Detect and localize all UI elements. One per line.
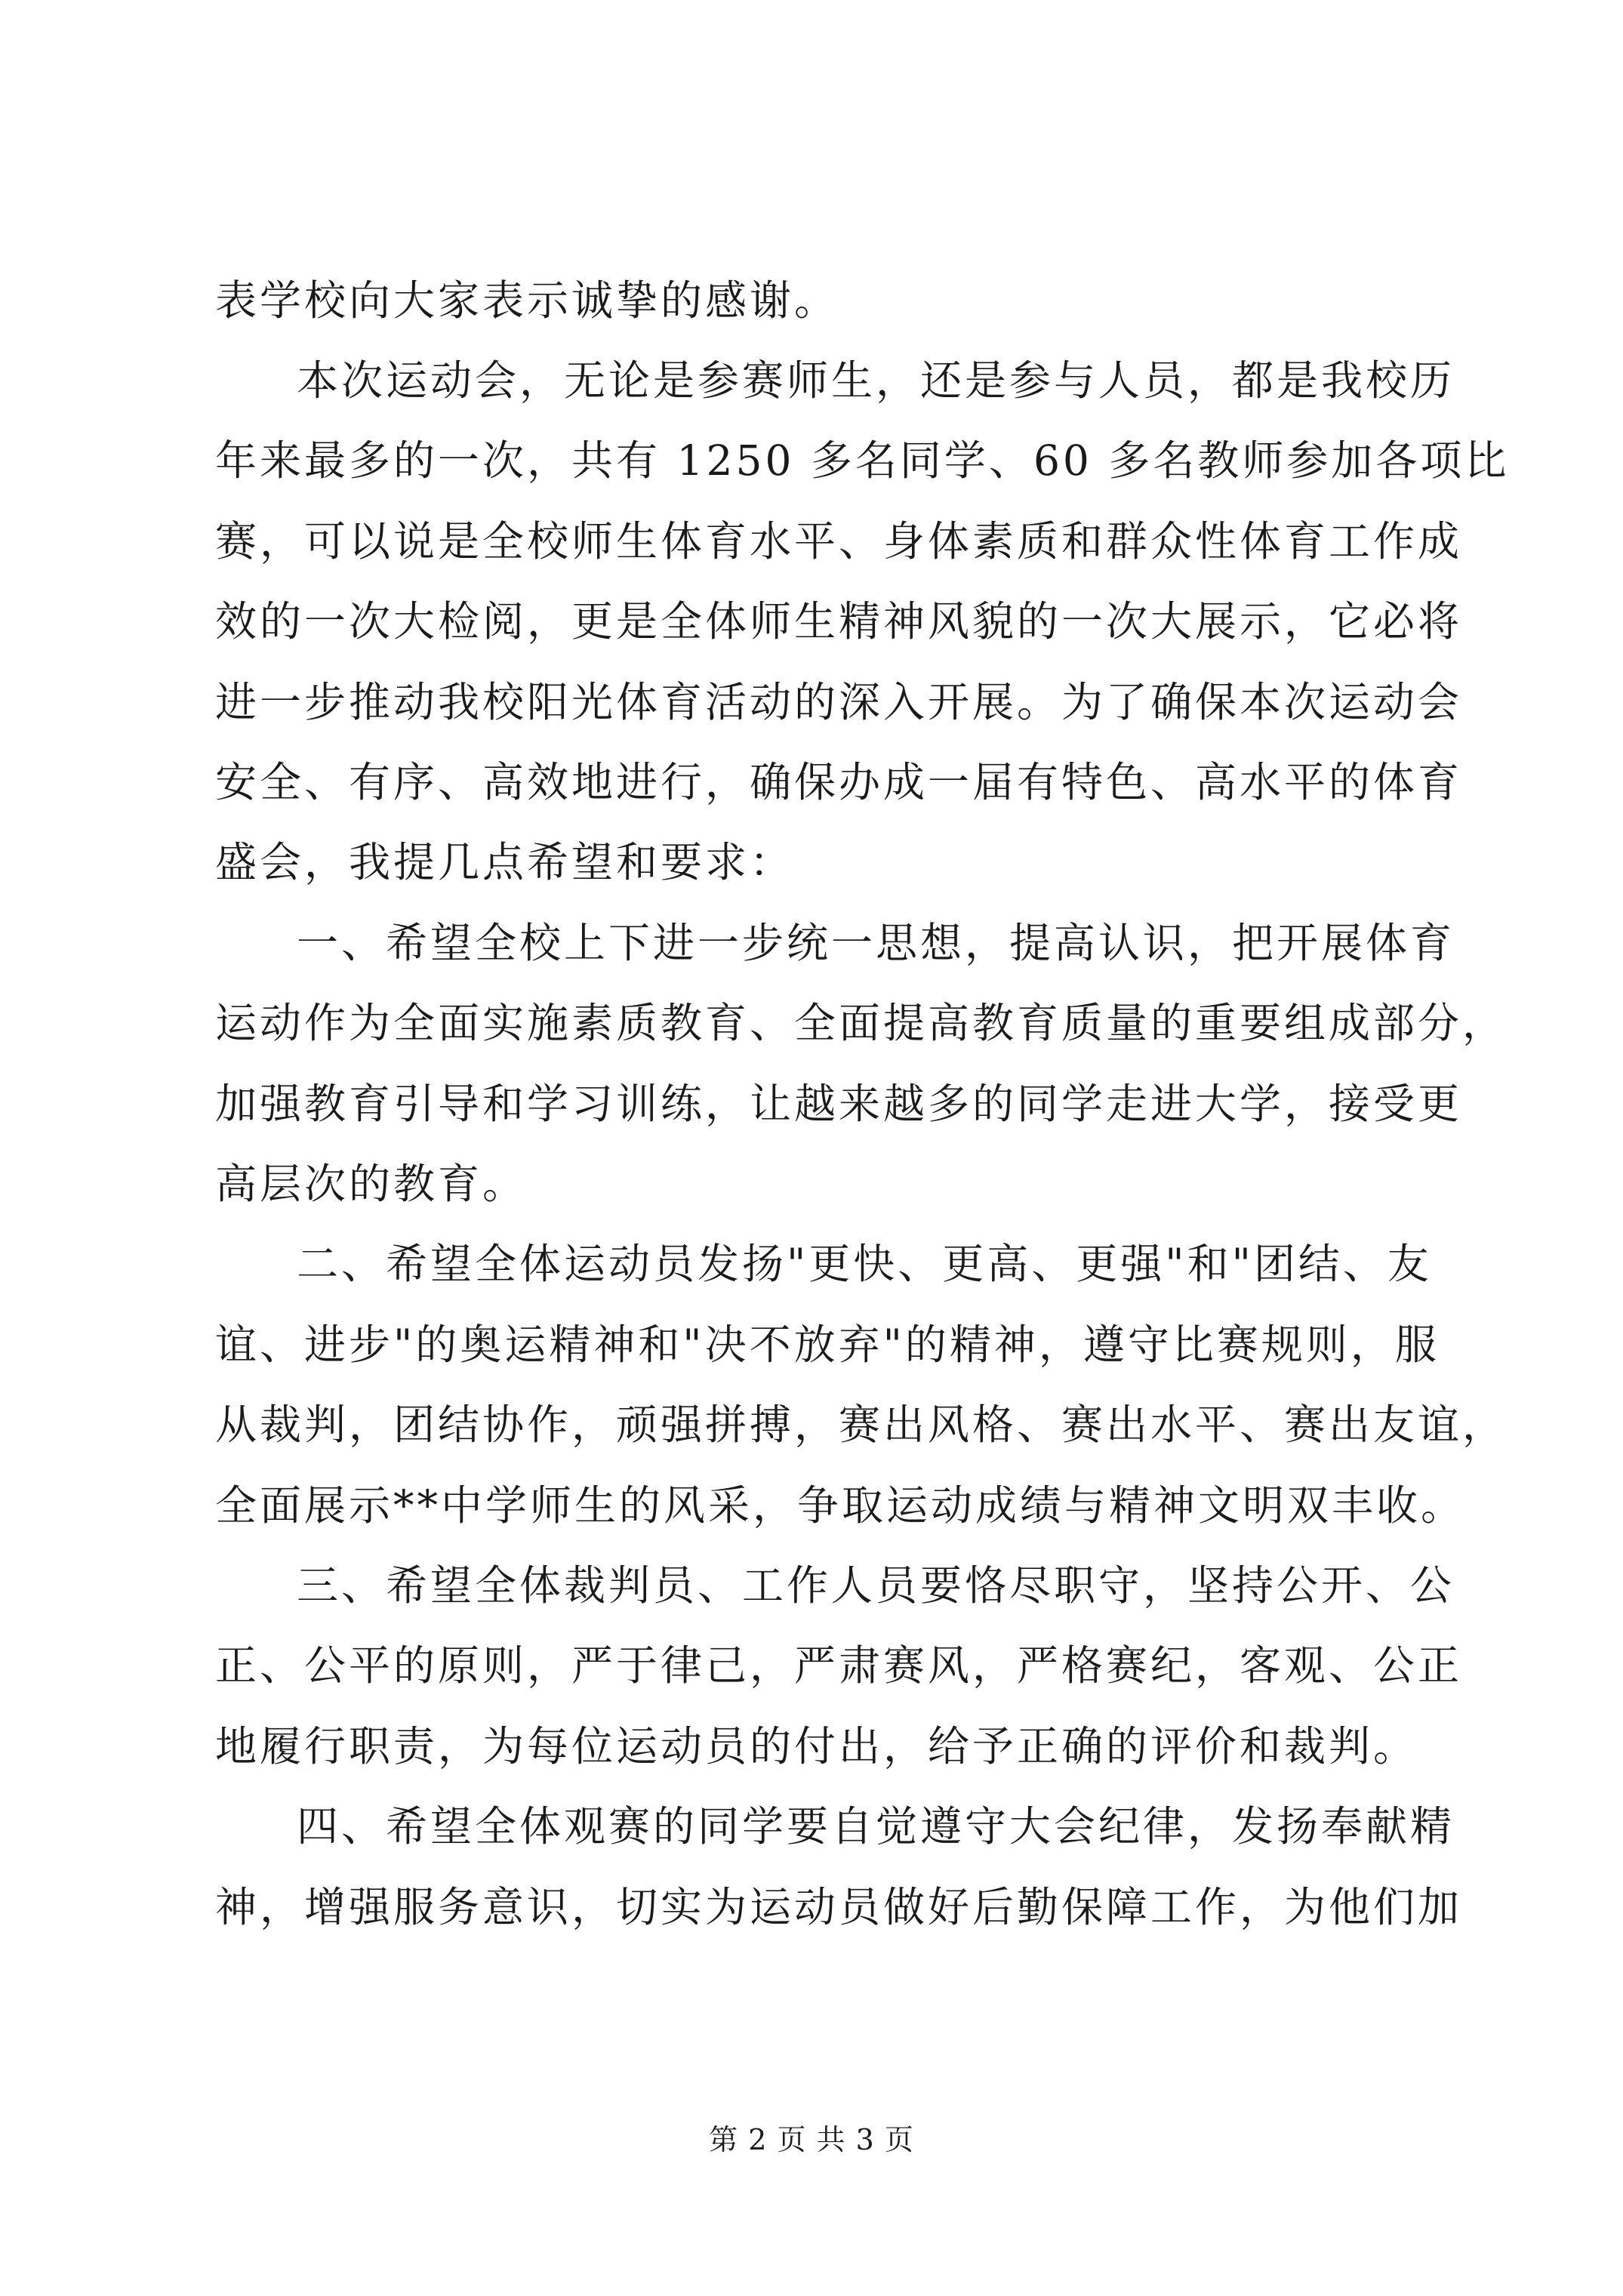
text-line: 地履行职责，为每位运动员的付出，给予正确的评价和裁判。 bbox=[215, 1722, 1418, 1771]
paragraph-start-line: 四、希望全体观赛的同学要自觉遵守大会纪律，发扬奉献精 bbox=[297, 1802, 1455, 1851]
text-line: 正、公平的原则，严于律己，严肃赛风，严格赛纪，客观、公正 bbox=[215, 1641, 1463, 1690]
text-line: 谊、进步"的奥运精神和"决不放弃"的精神，遵守比赛规则，服 bbox=[215, 1321, 1440, 1369]
text-line: 年来最多的一次，共有 1250 多名同学、60 多名教师参加各项比 bbox=[215, 436, 1510, 485]
paragraph-start-line: 二、希望全体运动员发扬"更快、更高、更强"和"团结、友 bbox=[297, 1240, 1432, 1288]
text-line: 从裁判，团结协作，顽强拼搏，赛出风格、赛出水平、赛出友谊， bbox=[215, 1401, 1508, 1449]
text-line: 表学校向大家表示诚挚的感谢。 bbox=[215, 276, 839, 325]
paragraph-start-line: 本次运动会，无论是参赛师生，还是参与人员，都是我校历 bbox=[297, 356, 1455, 405]
paragraph-start-line: 三、希望全体裁判员、工作人员要恪尽职守，坚持公开、公 bbox=[297, 1561, 1455, 1610]
page-number-footer: 第 2 页 共 3 页 bbox=[709, 2123, 914, 2156]
text-line: 效的一次大检阅，更是全体师生精神风貌的一次大展示，它必将 bbox=[215, 597, 1463, 646]
text-line: 安全、有序、高效地进行，确保办成一届有特色、高水平的体育 bbox=[215, 758, 1463, 806]
paragraph-start-line: 一、希望全校上下进一步统一思想，提高认识，把开展体育 bbox=[297, 919, 1455, 967]
text-line: 全面展示**中学师生的风采，争取运动成绩与精神文明双丰收。 bbox=[215, 1481, 1466, 1530]
text-line: 高层次的教育。 bbox=[215, 1160, 528, 1208]
text-line: 运动作为全面实施素质教育、全面提高教育质量的重要组成部分， bbox=[215, 999, 1508, 1047]
text-line: 进一步推动我校阳光体育活动的深入开展。为了确保本次运动会 bbox=[215, 678, 1463, 726]
text-line: 加强教育引导和学习训练，让越来越多的同学走进大学，接受更 bbox=[215, 1080, 1463, 1128]
text-line: 神，增强服务意识，切实为运动员做好后勤保障工作，为他们加 bbox=[215, 1883, 1463, 1931]
text-line: 赛，可以说是全校师生体育水平、身体素质和群众性体育工作成 bbox=[215, 517, 1463, 566]
text-line: 盛会，我提几点希望和要求： bbox=[215, 838, 795, 886]
